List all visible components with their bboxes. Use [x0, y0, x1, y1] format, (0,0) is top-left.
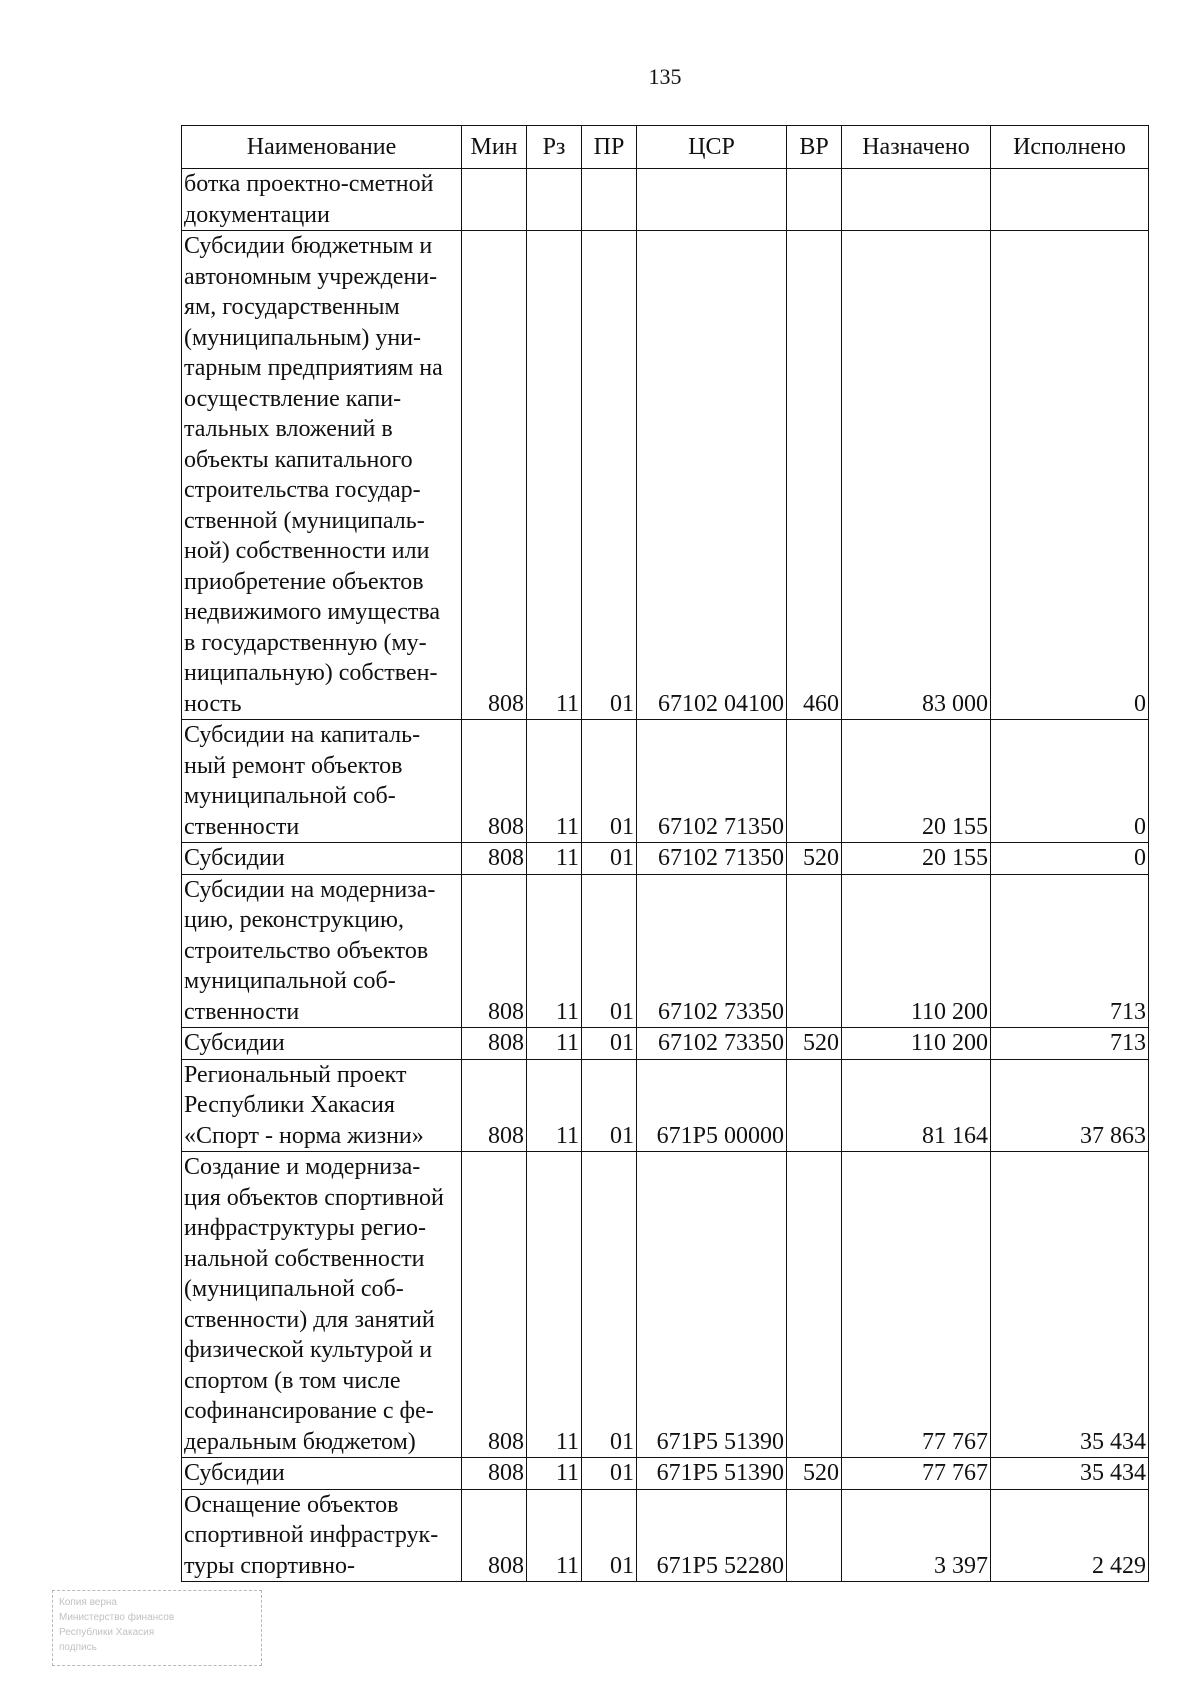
- page-number: 135: [648, 64, 682, 89]
- cell-csr: 67102 73350: [637, 874, 787, 1028]
- row-name-line: Субсидии бюджетным и: [184, 233, 433, 259]
- row-name: [182, 1489, 462, 1582]
- cell-executed: 0: [991, 843, 1149, 875]
- table-row: [182, 1028, 1149, 1060]
- row-name-line: инфраструктуры регио-: [184, 1215, 426, 1241]
- row-name: [182, 1152, 462, 1458]
- cell-rz: 11: [527, 874, 582, 1028]
- cell-assigned: 110 200: [842, 874, 991, 1028]
- row-name-line: документации: [184, 201, 330, 228]
- header-rz: Рз: [527, 126, 582, 169]
- cell-rz: 11: [527, 1458, 582, 1490]
- cell-assigned: 3 397: [842, 1489, 991, 1582]
- cell-csr: 67102 04100: [637, 231, 787, 720]
- cell-min: 808: [462, 720, 527, 843]
- row-name-line: Субсидии: [184, 845, 285, 871]
- table-row: [182, 1059, 1149, 1152]
- cell-csr: 671P5 52280: [637, 1489, 787, 1582]
- row-name-line: Оснащение объектов: [184, 1491, 399, 1518]
- row-name-line: Региональный проект: [184, 1061, 407, 1088]
- cell-pr: 01: [582, 1458, 637, 1490]
- row-name-line: в государственную (му-: [184, 629, 427, 656]
- header-csr: ЦСР: [637, 126, 787, 169]
- stamp-line: Министерство финансов: [59, 1612, 175, 1623]
- cell-vr: [787, 720, 842, 843]
- cell-vr: [787, 874, 842, 1028]
- cell-assigned: 77 767: [842, 1458, 991, 1490]
- cell-pr: 01: [582, 720, 637, 843]
- cell-executed: 35 434: [991, 1458, 1149, 1490]
- row-name-line: муниципальной соб-: [184, 968, 396, 994]
- cell-assigned: 20 155: [842, 843, 991, 875]
- header-assigned: Назначено: [842, 126, 991, 169]
- cell-min: 808: [462, 874, 527, 1028]
- row-name-line: ниципальную) собствен-: [184, 660, 438, 686]
- cell-executed: 0: [991, 720, 1149, 843]
- table-row: [182, 169, 1149, 231]
- row-name-line: объекты капитального: [184, 446, 413, 473]
- row-name-line: осуществление капи-: [184, 385, 402, 412]
- cell-vr: [787, 1489, 842, 1582]
- budget-table: [181, 125, 1149, 1582]
- cell-csr: 67102 71350: [637, 720, 787, 843]
- cell-min: 808: [462, 1028, 527, 1060]
- row-name-line: ям, государственным: [184, 294, 400, 320]
- row-name-line: ственности) для занятий: [184, 1306, 435, 1333]
- row-name-line: автономным учреждени-: [184, 263, 438, 290]
- cell-min: 808: [462, 843, 527, 875]
- header-name: Наименование: [182, 126, 462, 169]
- cell-executed: 713: [991, 1028, 1149, 1060]
- header-pr: ПР: [582, 126, 637, 169]
- table-row: [182, 231, 1149, 720]
- row-name-line: нальной собственности: [184, 1245, 425, 1272]
- cell-min: 808: [462, 1059, 527, 1152]
- table-row: [182, 874, 1149, 1028]
- cell-min: 808: [462, 231, 527, 720]
- cell-csr: 67102 71350: [637, 843, 787, 875]
- cell-min: 808: [462, 1489, 527, 1582]
- table-row: [182, 1458, 1149, 1490]
- header-executed: Исполнено: [991, 126, 1149, 169]
- row-name: [182, 1028, 462, 1060]
- row-name: [182, 874, 462, 1028]
- table-row: [182, 843, 1149, 875]
- row-name-line: ный ремонт объектов: [184, 752, 403, 779]
- cell-pr: 01: [582, 843, 637, 875]
- row-name: [182, 843, 462, 875]
- cell-min: 808: [462, 1458, 527, 1490]
- header-vr: ВР: [787, 126, 842, 169]
- row-name-line: «Спорт - норма жизни»: [184, 1122, 424, 1149]
- row-name-line: строительство объектов: [184, 937, 429, 964]
- row-name-line: приобретение объектов: [184, 568, 424, 595]
- row-name-line: ной) собственности или: [184, 538, 430, 564]
- cell-rz: 11: [527, 1152, 582, 1458]
- row-name-line: ботка проектно-сметной: [184, 171, 434, 197]
- header-row: [182, 126, 1149, 169]
- cell-executed: 37 863: [991, 1059, 1149, 1152]
- header-min: Мин: [462, 126, 527, 169]
- cell-vr: [787, 1059, 842, 1152]
- cell-executed: 35 434: [991, 1152, 1149, 1458]
- cell-executed: 2 429: [991, 1489, 1149, 1582]
- cell-pr: 01: [582, 1489, 637, 1582]
- cell-executed: [991, 169, 1149, 231]
- cell-rz: 11: [527, 1489, 582, 1582]
- cell-csr: 67102 73350: [637, 1028, 787, 1060]
- table-body: [182, 169, 1149, 1582]
- row-name-line: тальных вложений в: [184, 416, 393, 442]
- row-name: [182, 720, 462, 843]
- cell-csr: 671P5 51390: [637, 1152, 787, 1458]
- cell-rz: [527, 169, 582, 231]
- cell-pr: 01: [582, 874, 637, 1028]
- cell-pr: 01: [582, 1152, 637, 1458]
- row-name-line: Субсидии на модерниза-: [184, 876, 436, 903]
- cell-rz: 11: [527, 1028, 582, 1060]
- cell-csr: 671P5 51390: [637, 1458, 787, 1490]
- row-name-line: строительства государ-: [184, 477, 421, 503]
- cell-pr: [582, 169, 637, 231]
- row-name-line: Субсидии на капиталь-: [184, 722, 421, 748]
- row-name-line: туры спортивно-: [184, 1552, 355, 1579]
- row-name: [182, 1458, 462, 1490]
- row-name-line: ственной (муниципаль-: [184, 507, 425, 534]
- table-header: [182, 126, 1149, 169]
- cell-assigned: [842, 169, 991, 231]
- cell-csr: [637, 169, 787, 231]
- row-name-line: физической культурой и: [184, 1337, 433, 1363]
- row-name-line: муниципальной соб-: [184, 783, 396, 809]
- cell-min: 808: [462, 1152, 527, 1458]
- row-name-line: спортивной инфраструк-: [184, 1522, 439, 1548]
- row-name-line: Субсидии: [184, 1030, 285, 1056]
- stamp-line: Копия верна: [59, 1597, 117, 1608]
- cell-min: [462, 169, 527, 231]
- row-name-line: недвижимого имущества: [184, 599, 440, 625]
- cell-executed: 0: [991, 231, 1149, 720]
- row-name-line: цию, реконструкцию,: [184, 907, 404, 933]
- stamp-line: подпись: [59, 1642, 97, 1653]
- row-name-line: ственности: [184, 998, 300, 1025]
- row-name-line: софинансирование с фе-: [184, 1398, 434, 1424]
- cell-rz: 11: [527, 843, 582, 875]
- row-name-line: ственности: [184, 813, 300, 840]
- table-row: [182, 720, 1149, 843]
- cell-vr: 520: [787, 1028, 842, 1060]
- table-row: [182, 1152, 1149, 1458]
- row-name-line: Создание и модерниза-: [184, 1154, 421, 1180]
- cell-vr: 460: [787, 231, 842, 720]
- cell-assigned: 81 164: [842, 1059, 991, 1152]
- row-name: [182, 231, 462, 720]
- row-name-line: деральным бюджетом): [184, 1428, 416, 1455]
- row-name-line: Субсидии: [184, 1460, 285, 1486]
- cell-rz: 11: [527, 1059, 582, 1152]
- row-name: [182, 169, 462, 231]
- row-name-line: ция объектов спортивной: [184, 1184, 444, 1211]
- cell-executed: 713: [991, 874, 1149, 1028]
- copy-certification-stamp: [52, 1590, 262, 1666]
- stamp-line: Республики Хакасия: [59, 1627, 155, 1638]
- cell-vr: 520: [787, 843, 842, 875]
- cell-vr: [787, 169, 842, 231]
- cell-csr: 671P5 00000: [637, 1059, 787, 1152]
- row-name-line: (муниципальной соб-: [184, 1276, 404, 1302]
- cell-assigned: 77 767: [842, 1152, 991, 1458]
- cell-pr: 01: [582, 1059, 637, 1152]
- cell-rz: 11: [527, 720, 582, 843]
- row-name: [182, 1059, 462, 1152]
- cell-assigned: 20 155: [842, 720, 991, 843]
- cell-rz: 11: [527, 231, 582, 720]
- cell-vr: 520: [787, 1458, 842, 1490]
- cell-vr: [787, 1152, 842, 1458]
- table-row: [182, 1489, 1149, 1582]
- row-name-line: ность: [184, 690, 242, 717]
- cell-assigned: 110 200: [842, 1028, 991, 1060]
- row-name-line: тарным предприятиям на: [184, 355, 443, 381]
- row-name-line: спортом (в том числе: [184, 1367, 401, 1394]
- cell-assigned: 83 000: [842, 231, 991, 720]
- cell-pr: 01: [582, 231, 637, 720]
- cell-pr: 01: [582, 1028, 637, 1060]
- row-name-line: Республики Хакасия: [184, 1092, 395, 1118]
- row-name-line: (муниципальным) уни-: [184, 324, 422, 351]
